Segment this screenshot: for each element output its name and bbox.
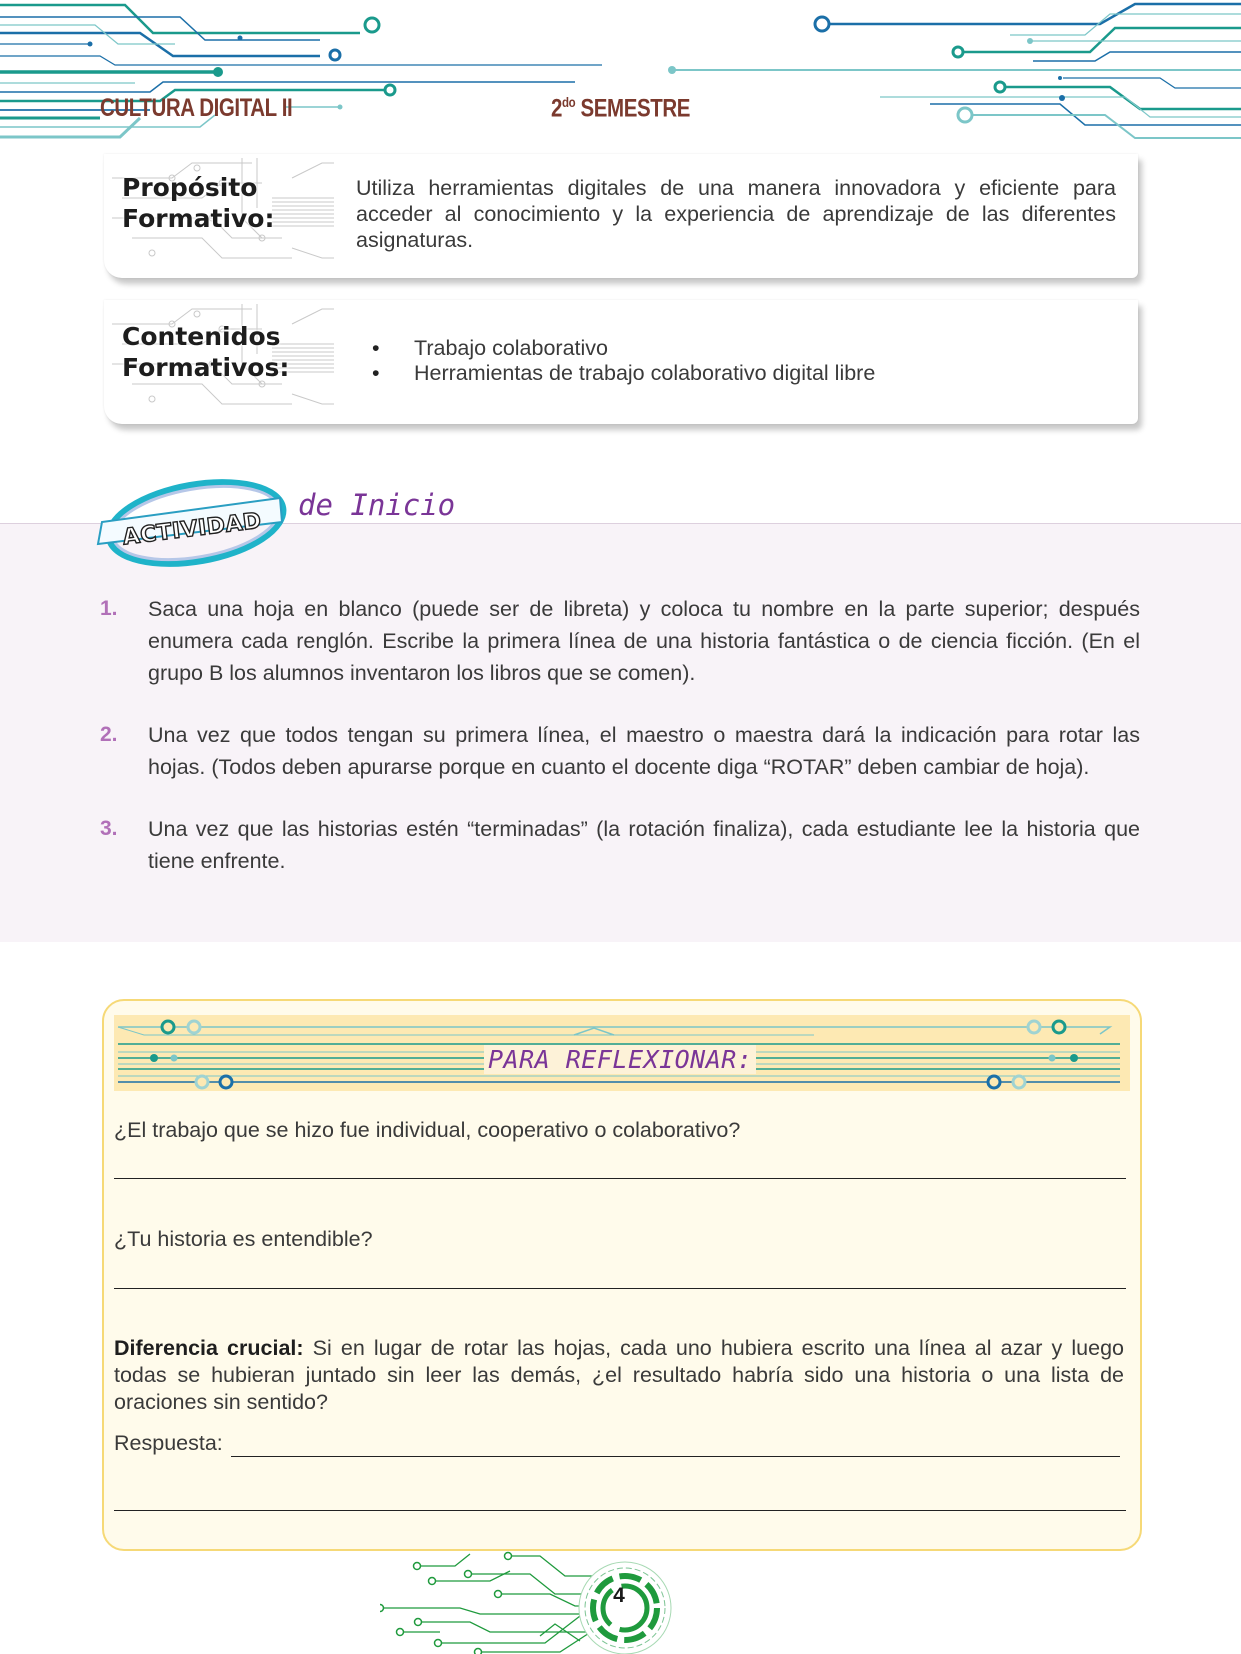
question-2: ¿Tu historia es entendible? — [114, 1227, 373, 1251]
answer-line-4[interactable] — [114, 1510, 1126, 1511]
proposito-card — [104, 154, 1138, 278]
crucial-text: Si en lugar de rotar las hojas, cada uno hubiera escrito una línea al azar y luego todas se hubieran juntado sin leer las demás, ¿el resultado habría sido una historia o una lista de oraciones sin sentido? — [114, 1336, 1124, 1414]
question-1: ¿El trabajo que se hizo fue individual, cooperativo o colaborativo? — [114, 1118, 741, 1142]
page-number: 4 — [613, 1584, 625, 1607]
step-item — [100, 593, 1140, 689]
proposito-text: Utiliza herramientas digitales de una manera innovadora y eficiente para acceder al conocimiento y la experiencia de aprendizaje de las diferentes asignaturas. — [356, 176, 1116, 252]
step-item — [100, 813, 1140, 877]
crucial-label: Diferencia crucial: — [114, 1336, 304, 1360]
step-text: Una vez que las historias estén “terminadas” (la rotación finaliza), cada estudiante lee la historia que tiene enfrente. — [148, 817, 1140, 873]
step-text: Saca una hoja en blanco (puede ser de libreta) y coloca tu nombre en la parte superior; después enumera cada renglón. Escribe la primera línea de una historia fantástica o de ciencia ficción. (En el grupo B los alumnos inventaron los libros que se comen). — [148, 597, 1140, 685]
reflection-box — [102, 999, 1142, 1551]
step-number: 1. — [100, 597, 118, 620]
proposito-label — [122, 172, 274, 234]
semester-suffix: do — [561, 94, 576, 110]
activity-steps — [100, 593, 1140, 907]
step-text: Una vez que todos tengan su primera línea, el maestro o maestra dará la indicación para rotar las hojas. (Todos deben apurarse porque en cuanto el docente diga “ROTAR” deben cambiar de hoja). — [148, 723, 1140, 779]
reflection-title: PARA REFLEXIONAR: — [484, 1045, 756, 1074]
answer-line-1[interactable] — [114, 1178, 1126, 1179]
contenidos-label-line1: Contenidos — [122, 322, 281, 351]
step-number: 2. — [100, 723, 118, 746]
course-title: CULTURA DIGITAL II — [100, 94, 293, 122]
contenidos-list — [372, 336, 875, 386]
contenidos-card — [104, 300, 1138, 424]
contenidos-item: • Trabajo colaborativo — [372, 336, 875, 361]
proposito-label-line1: Propósito — [122, 173, 258, 202]
footer-circuit-decoration — [380, 1546, 680, 1654]
semester-number: 2 — [551, 94, 562, 123]
actividad-badge-text: ACTIVIDAD — [121, 508, 264, 551]
semester-label — [551, 94, 690, 123]
contenidos-label — [122, 321, 289, 383]
reflection-banner — [114, 1015, 1130, 1091]
contenidos-item: • Herramientas de trabajo colaborativo digital libre — [372, 361, 875, 386]
step-number: 3. — [100, 817, 118, 840]
crucial-difference-paragraph — [114, 1335, 1124, 1416]
answer-line-2[interactable] — [114, 1288, 1126, 1289]
answer-line-3[interactable] — [231, 1456, 1120, 1457]
activity-title: de Inicio — [298, 488, 456, 522]
semester-word: SEMESTRE — [580, 94, 690, 123]
answer-label: Respuesta: — [114, 1431, 223, 1455]
step-item — [100, 719, 1140, 783]
proposito-label-line2: Formativo: — [122, 204, 275, 233]
contenidos-label-line2: Formativos: — [122, 353, 290, 382]
actividad-badge-icon — [96, 478, 288, 568]
